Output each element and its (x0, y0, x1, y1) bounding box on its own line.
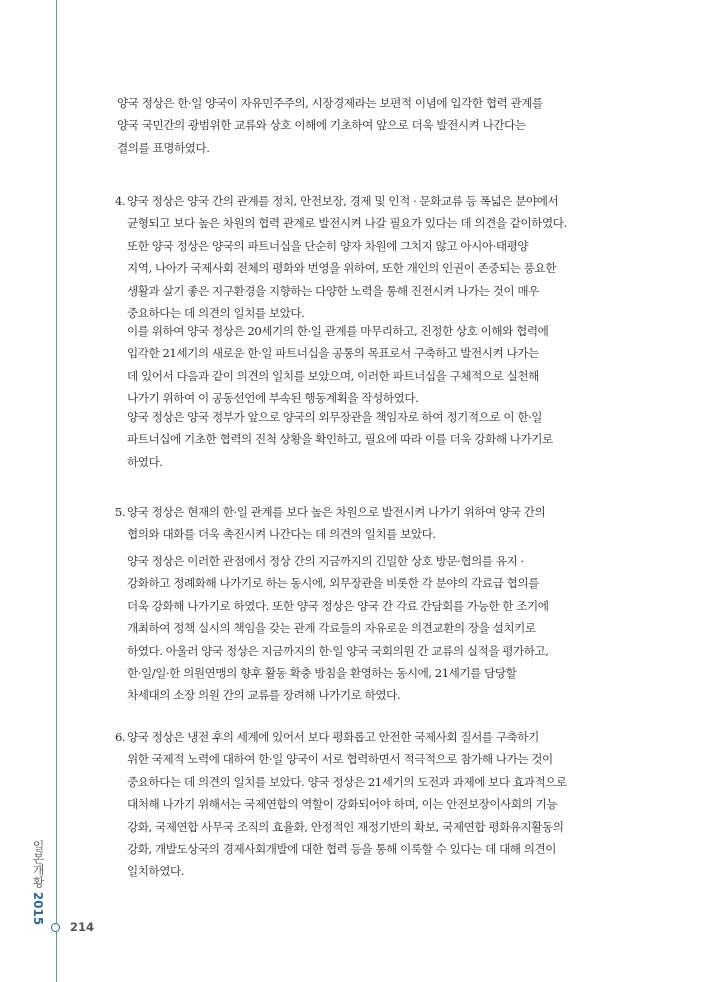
page-marker-icon (51, 923, 60, 932)
text-line: 하였다. 아울러 양국 정상은 지금까지의 한·일 양국 국회의원 간 교류의 실적을 평가하고, (127, 643, 549, 658)
text-line: 강화하고 정례화해 나가기로 하는 동시에, 외무장관을 비롯한 각 분야의 각료급 협의를 (127, 576, 539, 591)
paragraph-item-6 (117, 726, 607, 883)
text-line: 위한 국제적 노력에 대하여 한·일 양국이 서로 협력하면서 적극적으로 참가해 나가는 것이 (127, 752, 553, 767)
paragraph-item-5-cont (117, 550, 607, 707)
text-line: 강화, 국제연합 사무국 조직의 효율화, 안정적인 재정기반의 확보, 국제연합 평화유지활동의 (127, 819, 564, 834)
text-line: 나가기 위하여 이 공동선언에 부속된 행동계획을 작성하였다. (127, 391, 419, 406)
text-line: 균형되고 보다 높은 차원의 협력 관계로 발전시켜 나갈 필요가 있다는 데 의견을 같이하였다. (127, 216, 567, 231)
text-line: 생활과 살기 좋은 지구환경을 지향하는 다양한 노력을 통해 진전시켜 나가는 것이 매우 (127, 283, 539, 298)
running-title-year: 2015 (31, 891, 45, 926)
text-line: 입각한 21세기의 새로운 한·일 파트너십을 공통의 목표로서 구축하고 발전시켜 나가는 (127, 346, 539, 361)
text-line: 양국 정상은 현재의 한·일 관계를 보다 높은 차원으로 발전시켜 나가기 위하여 양국 간의 (127, 505, 546, 519)
running-title (26, 840, 50, 926)
text-line: 결의를 표명하였다. (117, 140, 210, 155)
text-line: 하였다. (127, 454, 163, 469)
text-line: 중요하다는 데 의견의 일치를 보았다. (127, 306, 305, 321)
text-line: 파트너십에 기초한 협력의 진척 상황을 확인하고, 필요에 따라 이를 더욱 강화해 나가기로 (127, 432, 553, 447)
paragraph-item-4-cont-1 (117, 320, 607, 410)
text-line: 대처해 나가기 위해서는 국제연합의 역할이 강화되어야 하며, 이는 안전보장이사회의 기능 (127, 797, 558, 812)
text-line: 중요하다는 데 의견의 일치를 보았다. 양국 정상은 21세기의 도전과 과제에 보다 효과적으로 (127, 774, 567, 789)
text-line: 데 있어서 다음과 같이 의견의 일치를 보았으며, 이러한 파트너십을 구체적으로 실천해 (127, 368, 539, 383)
text-line: 양국 정상은 양국 간의 관계를 정치, 안전보장, 경제 및 인적 · 문화교류 등 폭넓은 분야에서 (127, 194, 559, 208)
running-title-text: 일본개황 (31, 840, 45, 888)
paragraph-intro (117, 92, 607, 159)
text-line: 한·일/일·한 의원연맹의 향후 활동 확충 방침을 환영하는 동시에, 21세기를 담당할 (127, 666, 517, 681)
page-number: 214 (70, 920, 95, 934)
text-line: 양국 국민간의 광범위한 교류와 상호 이해에 기초하여 앞으로 더욱 발전시켜 나간다는 (117, 118, 526, 133)
text-line: 양국 정상은 양국 정부가 앞으로 양국의 외무장관을 책임자로 하여 정기적으로 이 한·일 (127, 410, 543, 424)
text-line: 이를 위하여 양국 정상은 20세기의 한·일 관계를 마무리하고, 진정한 상호 이해와 협력에 (127, 324, 549, 338)
text-line: 양국 정상은 한·일 양국이 자유민주주의, 시장경제라는 보편적 이념에 입각한 협력 관계를 (117, 96, 543, 110)
paragraph-item-5 (117, 501, 607, 546)
paragraph-item-4-cont-2 (117, 406, 607, 473)
margin-rule (56, 0, 57, 982)
text-line: 일치하였다. (127, 864, 184, 879)
text-line: 더욱 강화해 나가기로 하였다. 또한 양국 정상은 양국 간 각료 간담회를 가능한 한 조기에 (127, 598, 549, 613)
text-line: 강화, 개발도상국의 경제사회개발에 대한 협력 등을 통해 이룩할 수 있다는 데 대해 의견이 (127, 842, 557, 857)
text-line: 지역, 나아가 국제사회 전체의 평화와 번영을 위하여, 또한 개인의 인권이 존중되는 풍요한 (127, 261, 557, 276)
text-line: 양국 정상은 이러한 관점에서 정상 간의 지금까지의 긴밀한 상호 방문·협의를 유지 · (127, 554, 524, 568)
item-number: 6. (115, 730, 126, 744)
text-line: 차세대의 소장 의원 간의 교류를 장려해 나가기로 하였다. (127, 688, 401, 703)
text-line: 개최하여 정책 실시의 책임을 갖는 관계 각료들의 자유로운 의견교환의 장을 설치키로 (127, 621, 536, 636)
item-number: 4. (115, 194, 126, 208)
text-line: 양국 정상은 냉전 후의 세계에 있어서 보다 평화롭고 안전한 국제사회 질서를 구축하기 (127, 730, 539, 744)
text-line: 또한 양국 정상은 양국의 파트너십을 단순히 양자 차원에 그치지 않고 아시아·태평양 (127, 238, 529, 253)
paragraph-item-4 (117, 190, 607, 324)
item-number: 5. (115, 505, 126, 519)
text-line: 협의와 대화를 더욱 촉진시켜 나간다는 데 의견의 일치를 보았다. (127, 527, 436, 542)
